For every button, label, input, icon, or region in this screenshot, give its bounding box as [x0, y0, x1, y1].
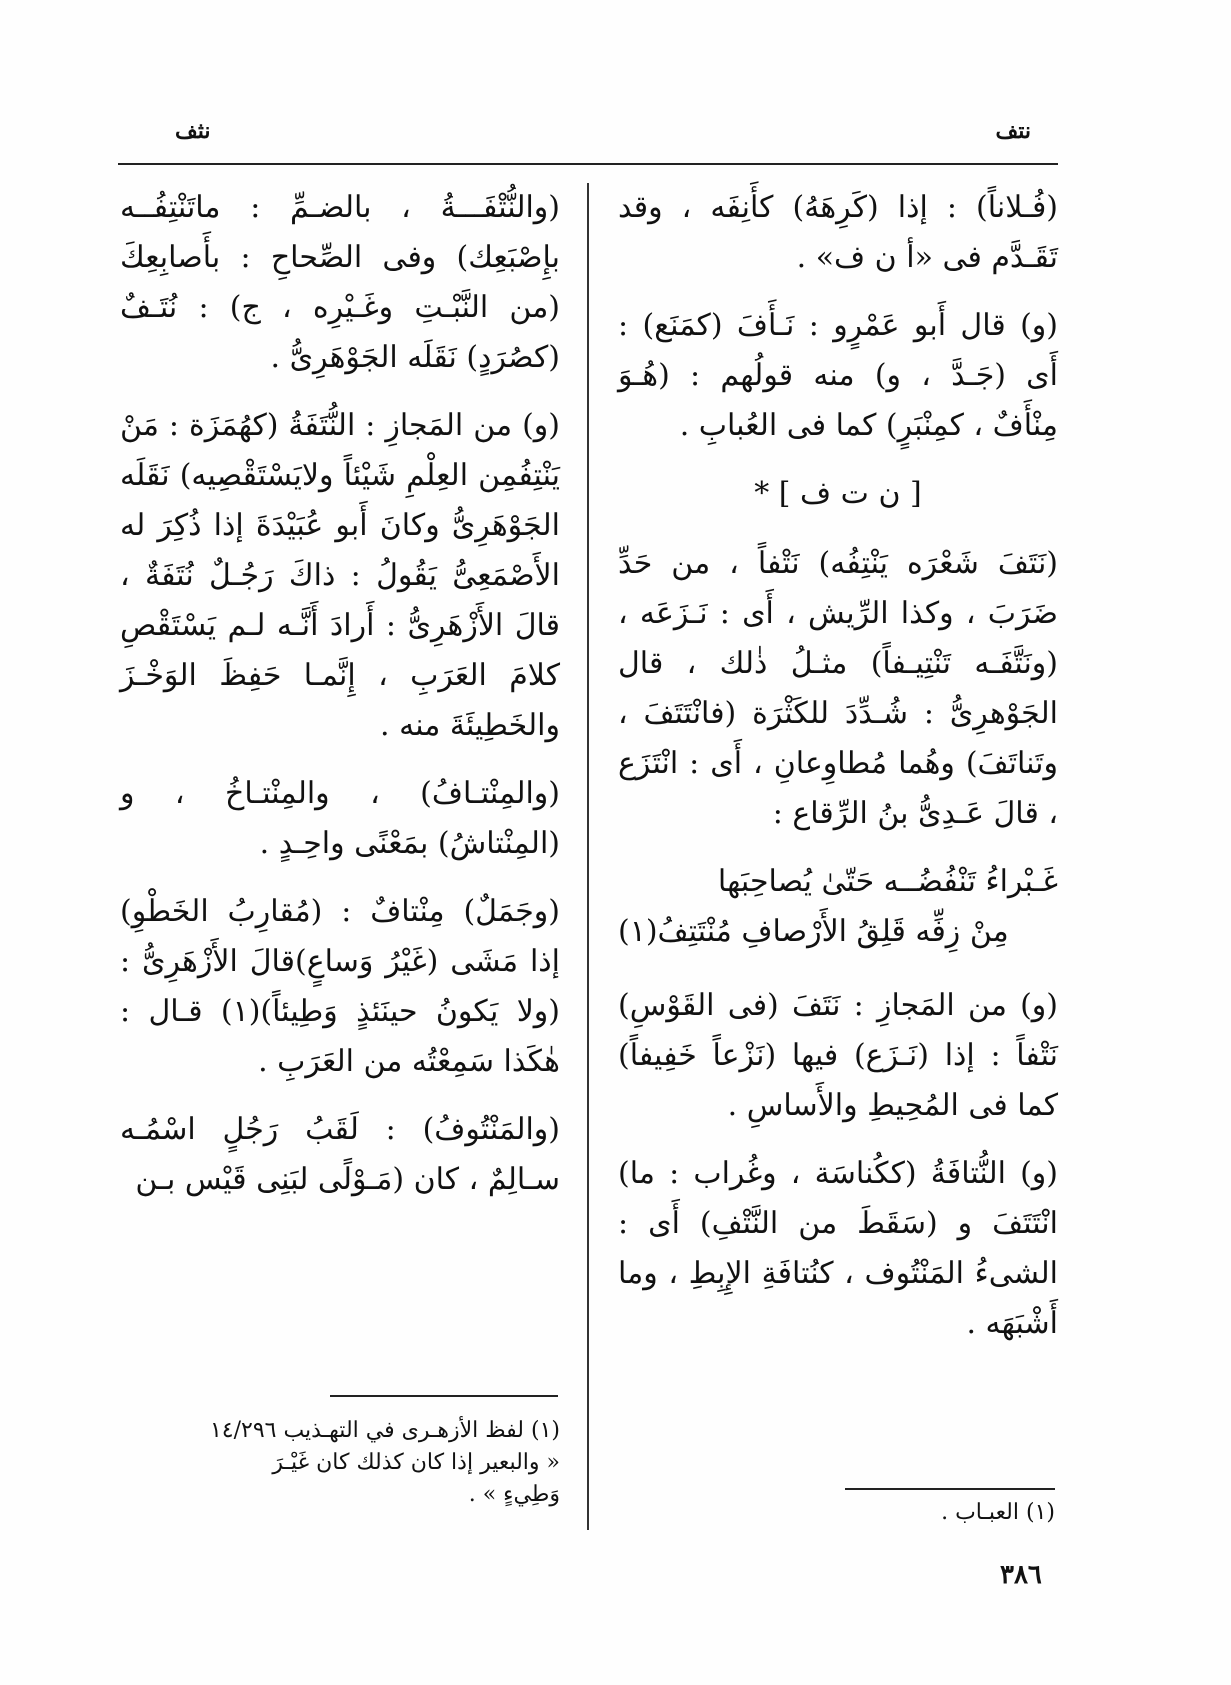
footnote-left-line-3: وَطِيءٍ » . — [468, 1482, 560, 1507]
left-column — [120, 183, 560, 1223]
footnote-rule-left — [330, 1395, 558, 1397]
right-paragraph-3: (نَتَفَ شَعْرَه يَنْتِفُه) نَتْفاً ، من حَدِّ ضَرَبَ ، وكذا الرِّيش ، أَى : نَـزَعَه ، (ونَتَّفَـه تَنْتِيـفاً) مثـلُ ذٰلك ، قال الجَوْهرِىُّ : شُـدِّدَ للكَثْرَة (فانْتَتَفَ ، وتَناتَفَ) وهُما مُطاوِعانِ ، أَى : انْتَزَع ، قالَ عَـدِىُّ بنُ الرِّقاع : — [618, 546, 1058, 831]
footnote-left-line-1: (١) لفظ الأزهـرى في التهـذيب ١٤/٢٩٦ — [209, 1418, 560, 1443]
right-paragraph-5: (و) النُّتافَةُ (ككُناسَة ، وغُراب : ما) انْتَتَفَ و (سَقَطَ من النَّتْفِ) أَى : الشىءُ المَنْتُوف ، كنُتافَةِ الإِبِطِ ، وما أَشْبَهَه . — [618, 1156, 1058, 1341]
right-column — [618, 183, 1058, 1367]
left-paragraph-5: (والمَنْتُوفُ) : لَقَبُ رَجُلٍ اسْمُـه سـالِمٌ ، كان (مَـوْلًى لبَنِى قَيْس بـن — [120, 1112, 560, 1197]
verse-first-hemistich: غَـبْراءُ تَنْفُضُــه حَتّىٰ يُصاحِبَها — [717, 864, 1058, 899]
left-paragraph-4: (وجَمَلٌ) مِنْتافٌ : (مُقارِبُ الخَطْوِ) إذا مَشَى (غَيْرُ وَساعٍ)قالَ الأَزْهَرِىُّ : (ولا يَكونُ حينَئذٍ وَطِيئاً)(١) قـال : هٰكَذا سَمِعْتُه من العَرَبِ . — [120, 894, 560, 1079]
poetry-verse — [618, 857, 1058, 957]
right-paragraph-2: (و) قال أَبو عَمْرٍو : نَـأَفَ (كمَنَع) : أَى (جَـدَّ ، و) منه قولُهم : (هُـوَ مِنْأَفٌ ، كمِنْبَرٍ) كما فى العُبابِ . — [618, 308, 1058, 443]
footnote-right: (١) العبـاب . — [941, 1500, 1055, 1525]
left-paragraph-1: (والنُّتْفَـــةُ ، بالضـمِّ : ماتَنْتِفُــه بإِصْبَعِك) وفى الصِّحاحِ : بأَصابِعِكَ (من النَّبْـتِ وغَـيْرِه ، ج) : نُتَـفٌ (كصُرَدٍ) نَقَلَه الجَوْهَرِىُّ . — [120, 190, 560, 375]
column-divider — [587, 183, 589, 1530]
left-paragraph-2: (و) من المَجازِ : النُّتَفَةُ (كهُمَزَة : مَنْ يَنْتِفُمِن العِلْمِ شَيْئاً ولايَسْتَقْصِيه) نَقَلَه الجَوْهَرِىُّ وكانَ أَبو عُبَيْدَةَ إذا ذُكِرَ له الأَصْمَعِىُّ يَقُولُ : ذاكَ رَجُـلٌ نُتَفَةٌ ، قالَ الأَزْهَرِىُّ : أَرادَ أَنَّـه لـم يَسْتَقْصِ كلامَ العَرَبِ ، إِنَّمـا حَفِظَ الوَخْـزَ والخَطِيئَةَ منه . — [120, 408, 560, 743]
footnote-left — [120, 1415, 560, 1511]
footnote-left-line-2: « والبعير إذا كان كذلك كان غَيْـرَ — [272, 1450, 560, 1475]
page-number: ٣٨٦ — [1000, 1560, 1042, 1590]
entry-heading: [ ن ت ف ] * — [754, 476, 922, 511]
footnote-rule-right — [845, 1488, 1055, 1490]
verse-second-hemistich: مِنْ زِفِّه قَلِقُ الأَرْصافِ مُنْتَتِفُ(١) — [618, 914, 1009, 949]
left-paragraph-3: (والمِنْتـافُ) ، والمِنْتـاخُ ، و (المِنْتاشُ) بمَعْنًى واحِـدٍ . — [120, 776, 560, 861]
header-rule — [118, 163, 1058, 165]
right-paragraph-4: (و) من المَجازِ : نَتَفَ (فى القَوْسِ) نَتْفاً : إذا (نَـزَع) فيها (نَزْعاً خَفِيفاً) كما فى المُحِيطِ والأَساسِ . — [618, 988, 1058, 1123]
running-head-left: نثف — [175, 118, 211, 144]
right-paragraph-1: (فُـلاناً) : إذا (كَرِهَهُ) كأَنِفَه ، وقد تَقَـدَّم فى «أ ن ف» . — [618, 190, 1058, 275]
running-head-right: نتف — [995, 118, 1031, 144]
